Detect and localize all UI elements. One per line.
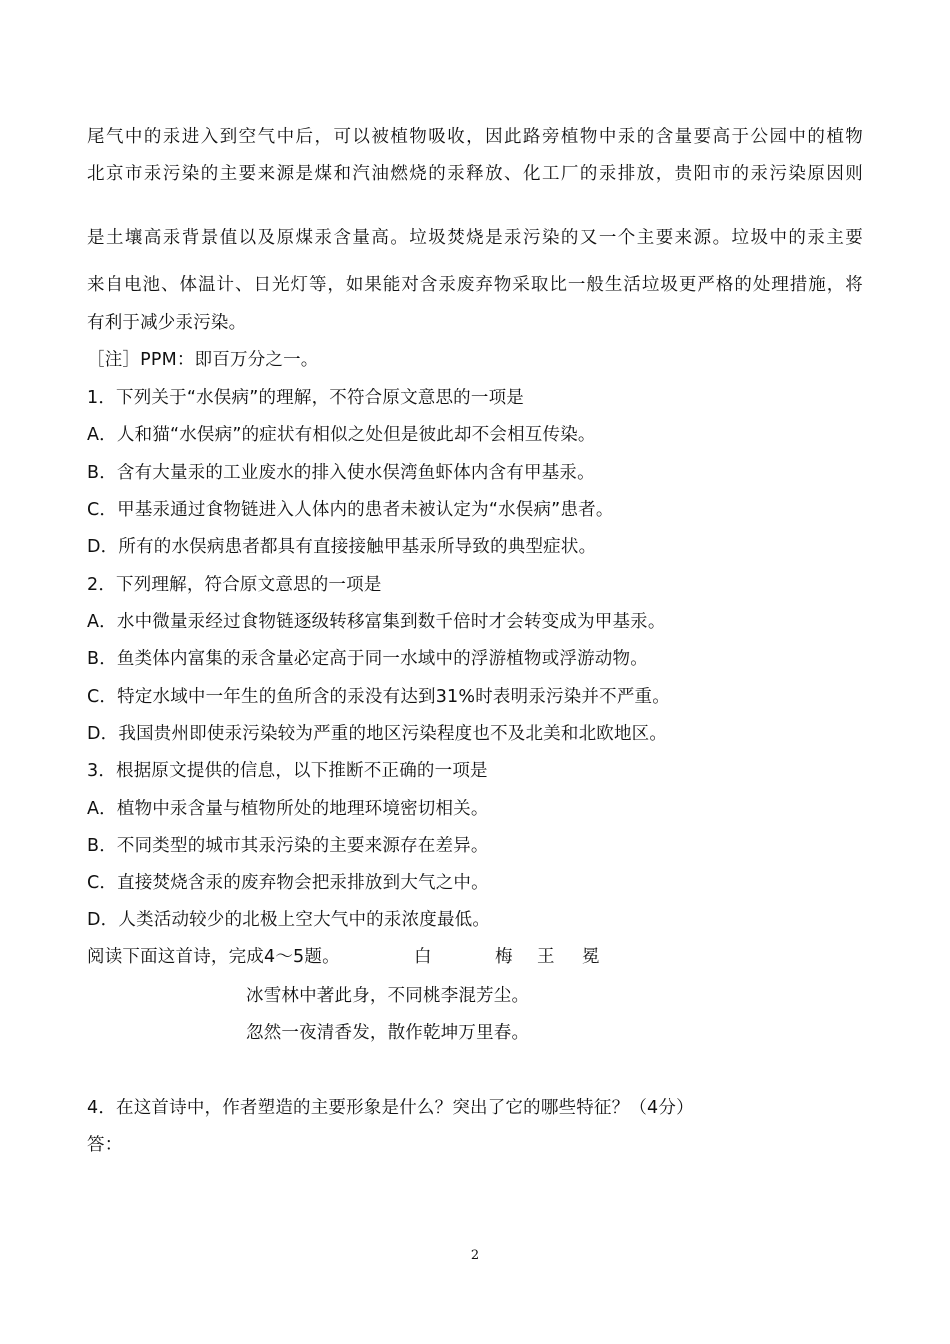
question-2-option-d: D．我国贵州即使汞污染较为严重的地区污染程度也不及北美和北欧地区。 (87, 724, 668, 744)
poem-line-2: 忽然一夜清香发，散作乾坤万里春。 (246, 1023, 530, 1043)
poem-author-char-2: 冕 (582, 947, 600, 967)
question-3-option-d: D．人类活动较少的北极上空大气中的汞浓度最低。 (87, 910, 491, 930)
poem-title-char-1: 白 (414, 947, 432, 967)
poem-title-char-2: 梅 (495, 947, 513, 967)
passage-line-2: 北京市汞污染的主要来源是煤和汽油燃烧的汞释放、化工厂的汞排放，贵阳市的汞污染原因则 (87, 164, 863, 184)
answer-label: 答： (87, 1135, 123, 1155)
question-4-stem: 4．在这首诗中，作者塑造的主要形象是什么？突出了它的哪些特征？（4分） (87, 1098, 694, 1118)
passage-line-3: 是土壤高汞背景值以及原煤汞含量高。垃圾焚烧是汞污染的又一个主要来源。垃圾中的汞主要 (87, 228, 863, 248)
question-3-option-c: C．直接焚烧含汞的废弃物会把汞排放到大气之中。 (87, 873, 489, 893)
question-1-option-b: B．含有大量汞的工业废水的排入使水俣湾鱼虾体内含有甲基汞。 (87, 463, 595, 483)
question-2-option-a: A．水中微量汞经过食物链逐级转移富集到数千倍时才会转变成为甲基汞。 (87, 612, 666, 632)
passage-line-5: 有利于减少汞污染。 (87, 313, 247, 333)
page-number: 2 (470, 1248, 480, 1263)
question-1-stem: 1．下列关于“水俣病”的理解，不符合原文意思的一项是 (87, 388, 524, 408)
passage-note: ［注］PPM：即百万分之一。 (87, 350, 319, 370)
poem-author-char-1: 王 (537, 947, 555, 967)
question-3-stem: 3．根据原文提供的信息，以下推断不正确的一项是 (87, 761, 488, 781)
question-1-option-a: A．人和猫“水俣病”的症状有相似之处但是彼此却不会相互传染。 (87, 425, 596, 445)
poem-intro: 阅读下面这首诗，完成4～5题。 (87, 947, 340, 967)
question-2-stem: 2．下列理解，符合原文意思的一项是 (87, 575, 382, 595)
passage-line-1: 尾气中的汞进入到空气中后，可以被植物吸收，因此路旁植物中汞的含量要高于公园中的植物 (87, 127, 863, 147)
question-2-option-c: C．特定水域中一年生的鱼所含的汞没有达到31%时表明汞污染并不严重。 (87, 687, 670, 707)
poem-line-1: 冰雪林中著此身，不同桃李混芳尘。 (246, 986, 530, 1006)
question-1-option-c: C．甲基汞通过食物链进入人体内的患者未被认定为“水俣病”患者。 (87, 500, 614, 520)
question-3-option-a: A．植物中汞含量与植物所处的地理环境密切相关。 (87, 799, 489, 819)
question-2-option-b: B．鱼类体内富集的汞含量必定高于同一水域中的浮游植物或浮游动物。 (87, 649, 648, 669)
question-3-option-b: B．不同类型的城市其汞污染的主要来源存在差异。 (87, 836, 489, 856)
passage-line-4: 来自电池、体温计、日光灯等，如果能对含汞废弃物采取比一般生活垃圾更严格的处理措施，将 (87, 275, 863, 295)
question-1-option-d: D．所有的水俣病患者都具有直接接触甲基汞所导致的典型症状。 (87, 537, 597, 557)
